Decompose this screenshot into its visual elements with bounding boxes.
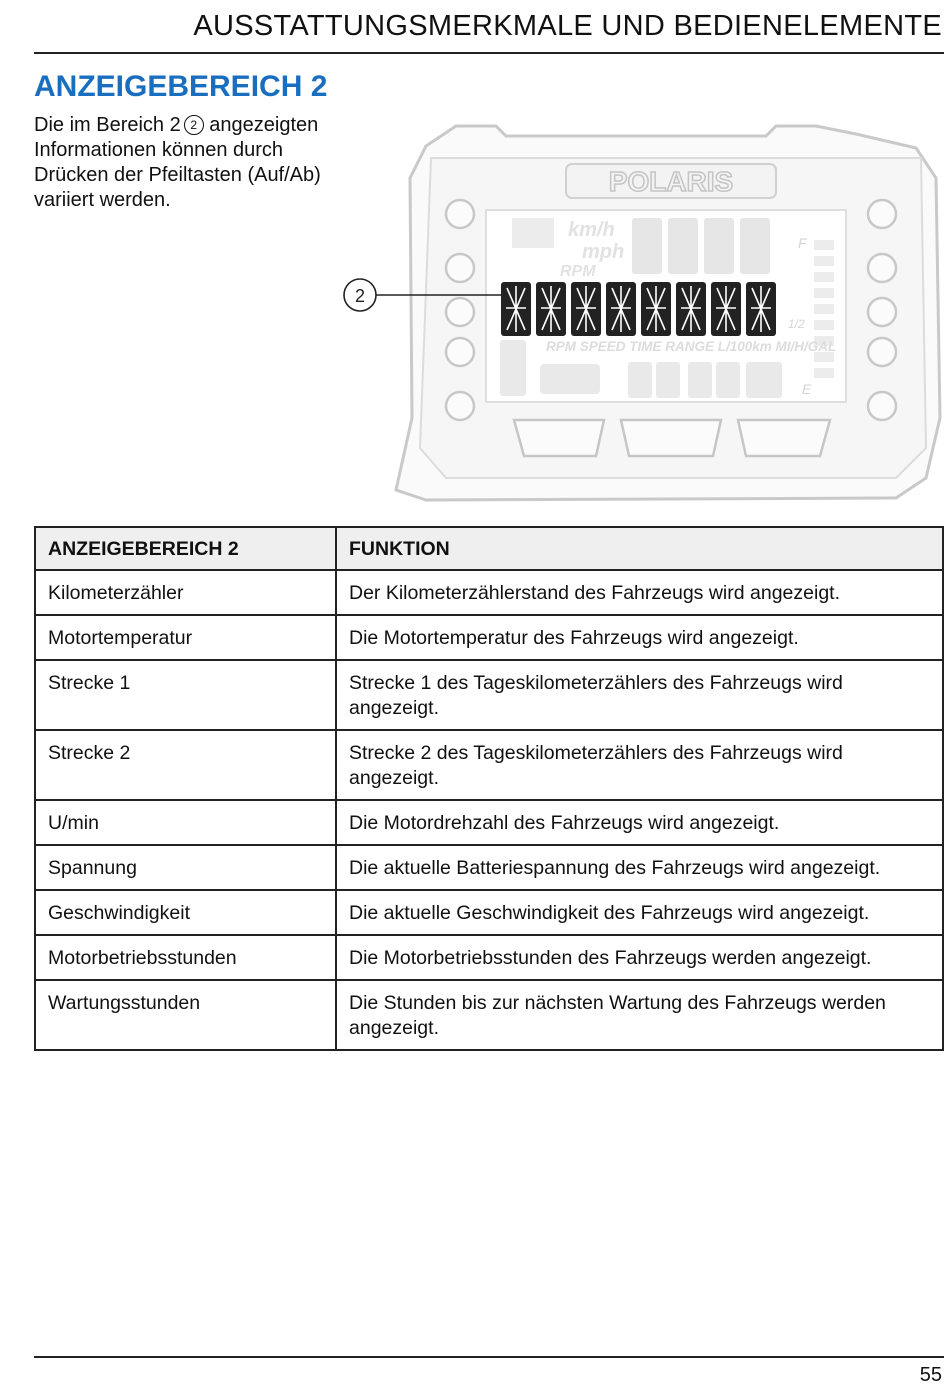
- unit-mph: mph: [582, 241, 625, 263]
- fuel-full-label: F: [798, 235, 807, 251]
- bottom-buttons: [514, 420, 830, 456]
- table-row: [35, 890, 943, 935]
- header-rule: [34, 52, 944, 54]
- row-item: Motortemperatur: [35, 615, 336, 660]
- row-item: Geschwindigkeit: [35, 890, 336, 935]
- function-table: [34, 526, 944, 1051]
- fuel-empty-label: E: [802, 381, 812, 397]
- row-function: Der Kilometerzählerstand des Fahrzeugs wird angezeigt.: [336, 570, 943, 615]
- row-function: Die Motorbetriebsstunden des Fahrzeugs werden angezeigt.: [336, 935, 943, 980]
- table-row: [35, 935, 943, 980]
- row-function: Die aktuelle Batteriespannung des Fahrzeugs wird angezeigt.: [336, 845, 943, 890]
- small-icon-cluster: [512, 218, 554, 248]
- page-number: 55: [919, 1364, 942, 1386]
- row-item: Strecke 2: [35, 730, 336, 800]
- section-title: ANZEIGEBEREICH 2: [34, 70, 328, 103]
- row-function: Die Motortemperatur des Fahrzeugs wird angezeigt.: [336, 615, 943, 660]
- header-function: FUNKTION: [336, 527, 943, 570]
- intro-text-before: Die im Bereich 2: [34, 114, 181, 136]
- row-function: Strecke 2 des Tageskilometerzählers des Fahrzeugs wird angezeigt.: [336, 730, 943, 800]
- mode-labels: RPM SPEED TIME RANGE L/100km MI/H/GAL: [546, 339, 837, 354]
- table-header-row: [35, 527, 943, 570]
- row-function: Die Motordrehzahl des Fahrzeugs wird angezeigt.: [336, 800, 943, 845]
- table-row: [35, 845, 943, 890]
- row-item: U/min: [35, 800, 336, 845]
- row-function: Die aktuelle Geschwindigkeit des Fahrzeugs wird angezeigt.: [336, 890, 943, 935]
- row-item: Strecke 1: [35, 660, 336, 730]
- footer-rule: [34, 1356, 944, 1358]
- table-row: [35, 730, 943, 800]
- row-function: Strecke 1 des Tageskilometerzählers des Fahrzeugs wird angezeigt.: [336, 660, 943, 730]
- table-row: [35, 615, 943, 660]
- fuel-half-label: 1/2: [788, 317, 805, 331]
- row-item: Kilometerzähler: [35, 570, 336, 615]
- row-function: Die Stunden bis zur nächsten Wartung des Fahrzeugs werden angezeigt.: [336, 980, 943, 1050]
- table-row: [35, 660, 943, 730]
- unit-rpm: RPM: [560, 263, 596, 280]
- table-row: [35, 980, 943, 1050]
- intro-text-after: angezeigten Informationen können durch Drücken der Pfeiltasten (Auf/Ab) variiert werden.: [34, 114, 321, 211]
- row-item: Spannung: [35, 845, 336, 890]
- header-area: ANZEIGEBEREICH 2: [35, 527, 336, 570]
- row-item: Wartungsstunden: [35, 980, 336, 1050]
- brand-logo: POLARIS: [608, 166, 734, 197]
- fuel-gauge: [814, 240, 834, 378]
- table-row: [35, 570, 943, 615]
- unit-kmh: km/h: [568, 219, 615, 241]
- instrument-cluster-illustration: [336, 118, 944, 508]
- row-item: Motorbetriebsstunden: [35, 935, 336, 980]
- intro-paragraph: [34, 113, 334, 213]
- callout-number: 2: [354, 286, 366, 306]
- chapter-title: AUSSTATTUNGSMERKMALE UND BEDIENELEMENTE: [193, 10, 942, 42]
- callout-marker-inline: 2: [184, 115, 204, 135]
- table-row: [35, 800, 943, 845]
